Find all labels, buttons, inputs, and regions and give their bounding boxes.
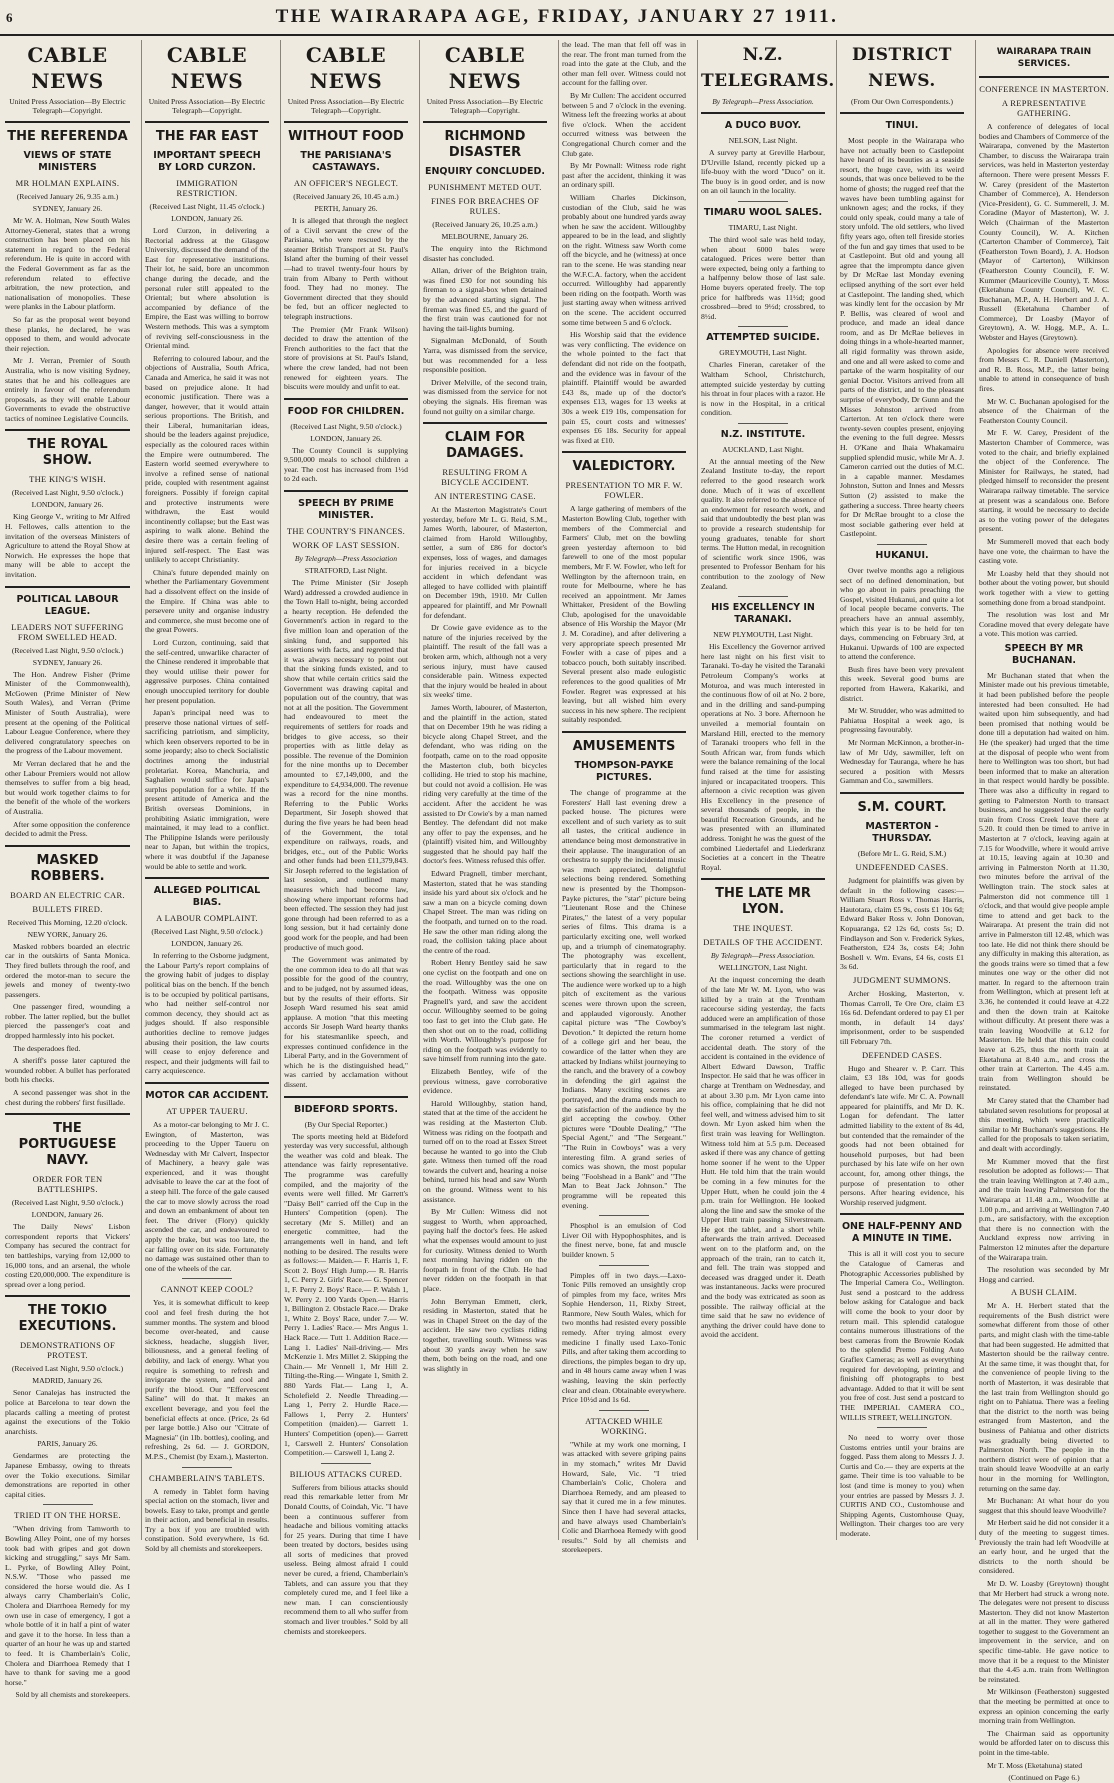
association-note: United Press Association—By Electric Telegraph—Copyright.	[148, 97, 266, 115]
dateline: WELLINGTON, Last Night.	[718, 963, 808, 973]
column-banner: N.Z. TELEGRAMS.	[701, 45, 835, 91]
correspondents-note: (From Our Own Correspondents.)	[850, 97, 954, 106]
divider	[877, 1427, 927, 1428]
received-note: (Received January 26, 10.25 a.m.)	[432, 220, 538, 229]
subheading: A LABOUR COMPLAINT.	[156, 913, 258, 924]
article-paragraph: Mr Buchanan stated that when the Minister made out his previous timetable, it had been published before the people interested had been consulted. He had waited upon him subsequently, and had been promised that nothing would be done till a deputation had waited on him. He (the speaker) had urged that the time at the disposal of people who went from here to Wellington was too short, but had been informed that to make an alteration in that respect would hardly be possible. There was also a difficulty in regard to getting to Palmerston North to transact business, and he suggested that the early train from Cross Creek leave there at 5.20. It could then be timed to arrive in Masterton at 7 o'clock, leaving again at 7.15 for Woodville, where it would arrive at 10.15, leaving again at 10.30 and arriving in Palmerston North at 11.30, two minutes before the arrival of the Wellington train. The stock sales at Palmerston did not commence till 1 o'clock, and that would give people ample time to attend and get back to the Wairarapa. At present the train did not arrive in Palmerston till 12.48, which was too late. He did not think there should be any difficulty in making this alteration, as the goods trains were so timed that a few minutes one way or the other did not matter. In regard to the afternoon train from Wellington, which at present left at 3.36, he contended it could leave at 4.22 and then the down train at Kaitoke without difficulty. At present there was a train leaving Woodville at 6.12 for Masterton. He held that this train could leave at 6.25, thus the north train at Eketahuna at 8.40 a.m., and cross the other train at Carterton. The 4.45 a.m. train from Wellington should be reinstated.	[979, 670, 1109, 1093]
divider	[423, 422, 547, 424]
article-paragraph: The third wool sale was held today, when about 6000 bales were catalogued. Prices were better than were expected, being only a farthing to a halfpenny below those of last sale. Home buyers operated freely. The top price for halfbreds was 11½d; good crossbred—bred to 9½d; crossbred, to 8½d.	[701, 234, 825, 321]
subheadline: MASTERTON - THURSDAY.	[865, 821, 939, 844]
article-paragraph: His Excellency the Governor arrived here last night on his first visit to Taranaki. To-day he visited the Taranaki Petroleum Company's works at Moturoa, and was much interested in the continuous flow of oil at No. 2 bore, and in the drilling and sand-pumping operations at No. 3 bore. Afternoon he unveiled a memorial fountain on Marsland Hill, erected to the memory of Taranaki troopers who fell in the South African war, from funds which were the balance remaining of the local fund raised at the time for assisting injured or incapacitated troopers. This afternoon a civic reception was given His Excellency in the presence of several thousands of people, in the beautiful Recreation Grounds, and he was presented with an illuminated address. Tonight he was the guest of the combined Liedertafel and Liederkranz Societies at a concert in the Theatre Royal.	[701, 642, 825, 872]
divider	[840, 792, 964, 794]
article-paragraph: The Premier (Mr Frank Wilson) decided to draw the attention of the French authorities to the fact that the store of provisions at St. Paul's Island, where the crew landed, had not been renewed for eighteen years. The biscuits were mouldy and unfit to eat.	[284, 324, 408, 392]
subheadline: ENQUIRY CONCLUDED.	[424, 166, 546, 177]
headline: TINUI.	[885, 120, 919, 131]
article-paragraph: Elizabeth Bentley, wife of the previous witness, gave corroborative evidence.	[423, 1066, 547, 1096]
article-paragraph: Signalman McDonald, of South Yarra, was dismissed from the service, but was recommended for a less responsible position.	[423, 336, 547, 375]
article-paragraph: Allan, driver of the Brighton train, was fined £30 for not sounding his fireman to a signal-box when detained by the advanced starting signal. The fireman was fined £5, and the guard of the first train was cautioned for not having the tail-lights burning.	[423, 266, 547, 333]
article-paragraph: Mr A. H. Herbert stated that the requirements of the Bush district were somewhat different from those of other parts, and might clash with the time-table that had been suggested. He admitted that Masterton should be the railway centre. At the same time, it was thought that, for the convenience of people living to the north of Masterton, it was desirable that the last train from Wellington should go right on to Pahiatua. There was a feeling that the district to the north was being estranged from Masterton, and the business of Pahiatua and other districts was gradually being diverted to Palmerston North. The people in the northern district were of opinion that a train should leave Woodville at an early hour in the morning for Wellington, returning on the same day.	[979, 1301, 1109, 1493]
divider	[321, 1463, 371, 1464]
article-paragraph: King George V., writing to Mr Alfred H. Fellowes, calls attention to the invitation of the overseas Ministers of Agriculture to attend the Royal Show at Norwich. He expresses the hope that many will be able to accept the invitation.	[5, 512, 130, 580]
column-banner: CABLE NEWS	[444, 43, 526, 93]
divider	[701, 878, 825, 880]
subheading: DEFENDED CASES.	[861, 1049, 943, 1060]
divider	[738, 423, 788, 424]
subheading: A BUSH CLAIM.	[1010, 1287, 1077, 1298]
dateline: NEW YORK, January 26.	[27, 929, 108, 939]
dateline: LONDON, January 26.	[310, 433, 382, 443]
divider	[877, 544, 927, 545]
byline: By Telegraph—Press Association.	[710, 951, 816, 961]
headline: TIMARU WOOL SALES.	[703, 206, 823, 218]
article-paragraph: Mr Carey stated that the Chamber had tabulated seven resolutions for proposal at this meeting, which were practically similar to Mr Buchanan's suggestions. He called for the proposals to taken seriatim, and dealt with accordingly.	[979, 1096, 1110, 1153]
received-note: (Received Last Night, 9.50 o'clock.)	[151, 927, 263, 937]
masthead	[0, 0, 1114, 36]
dateline: LONDON, January 26.	[171, 939, 243, 949]
article-paragraph: John Berryman Emmett, clerk, residing in Masterton, stated that he was in Chapel Street on the day of the accident. He saw two cyclists riding together, travelling south. Witness was about 30 yards away when he saw them, both being on the road, and one was slightly in	[423, 1296, 547, 1373]
dateline: PERTH, January 26.	[314, 204, 378, 213]
column-2	[141, 40, 272, 1554]
article-paragraph: Lord Curzon, in delivering a Rectorial address at the Glasgow University, discussed the demand of the East for representative institutions. Their lot, he said, bore an uncommon change during the decade, and the personal ruler still appealed to the Oriental; but where absolution is accompanied by defiance of the Empire, the East was willing to borrow Western methods. This was a symptom of reviving self-consciousness in the Oriental mind.	[145, 226, 269, 351]
article-paragraph: Charles Fineran, caretaker of the Waltham School, Christchurch, attempted suicide yesterday by cutting his throat in four places with a razor. He is now in the Hospital, in a critical condition.	[701, 360, 825, 418]
divider	[5, 845, 130, 847]
article-paragraph: Mr Kummer moved that the first resolution be adopted as follows:— That the train leaving Wellington at 7.40 a.m., and the train leaving Palmerston for the Wairarapa at 11.48 a.m., Woodville at 1.00 p.m., and arriving at Wellington 7.40 p.m., are satisfactory, with the exception that there is no connection with the Auckland express now arriving in Palmerston 12 minutes after the departure of the Wairarapa train.	[979, 1156, 1109, 1262]
headline: THE REFERENDA	[7, 129, 128, 144]
divider	[599, 1215, 649, 1216]
association-note: United Press Association—By Electric Telegraph—Copyright.	[287, 97, 405, 115]
dateline: MADRID, January 26.	[32, 1376, 103, 1386]
subheading: THE KING'S WISH.	[29, 474, 106, 485]
article-paragraph: A conference of delegates of local bodies and Chambers of Commerce of the Wairarapa, convened by the Masterton Chamber, to discuss the Wairarapa train services, was held in Masterton yesterday afternoon. There were present Messrs F. W. Carey (president of the Masterton Chamber of Commerce), A. Henderson (Vice-President), G. C. Summerell, J. M. Coradine (Mayor of Masterton), W. J. Welch (Chairman of the Masterton County Council), W. A. Kitchen (Carterton Chamber of Commerce), Tait (Featherston Town Board), J. A. Hodson (Mayor of Carterton), Wilkinson (Featherston County Council), F. W. Kummer (Mauriceville County), T. Moss (Eketahuna County Council), W. C. Buchanan, M.P., A. H. Herbert and J. A. Russell (Eketahuna Chamber of Commerce), Dr Loasby (Mayor of Greytown), A. W. Hogg, M.P., A. L. Webster and Hayes (Greytown).	[979, 122, 1109, 343]
received-note: Received This Morning, 12.20 o'clock.	[7, 917, 128, 927]
dateline: MELBOURNE, January 26.	[441, 232, 529, 241]
article-paragraph: As a motor-car belonging to Mr J. C. Ewington, of Masterton, was proceeding to the Upper Taueru on Wednesday with Mr Calvert, Inspector of Machinery, a heavy gale was experienced, and it was thought advisable to leave the car at the foot of a steep hill. The force of the gale caused the car to move slowly across the road and down an embankment of about ten feet. The driver (Flory) quickly ascended the car, and endeavoured to apply the brake, but was too late, the car falling over on its side. Fortunately no damage was sustained other than to one of the wheels of the car.	[145, 1119, 269, 1273]
advert-text: No need to worry over those Customs entries until your brains are fogged. Pass them along to Messrs J. J. Curtis and Co.— they are experts at the game. Their time is too valuable to be lost (and time is money to you) when your entries are passed by Messrs J. J. CURTIS AND CO., Customhouse and Shipping Agents, Customhouse Quay, Wellington. Their charges too are very moderate.	[840, 1433, 964, 1539]
subheadline: IMPORTANT SPEECH BY LORD CURZON.	[153, 150, 261, 173]
advert-heading: ATTACKED WHILE WORKING.	[585, 1415, 663, 1436]
headline: MOTOR CAR ACCIDENT.	[145, 1089, 269, 1101]
subheading: PUNISHMENT METED OUT.	[428, 182, 542, 192]
page-number: 6	[6, 10, 13, 25]
divider	[284, 121, 408, 123]
advert-signature: Sold by all chemists and storekeepers.	[15, 1690, 130, 1700]
subheading: THE COUNTRY'S FINANCES.	[286, 526, 406, 537]
advert-text: This is all it will cost you to secure the Catalogue of Cameras and Photographic Accessories published by The Imperial Camera Co., Wellington. Just send a postcard to the address below asking for Catalogue and back will come the book to your door by return mail. This splendid catalogue contains numerous illustrations of the best cameras from the Brownie Kodak to the splendid Premo Folding Auto Graflex Cameras; as well as everything required for developing, printing and finishing off photographs to best advantage. Added to that it will be sent you free of cost. Just send a postcard to THE IMPERIAL CAMERA CO., WILLIS STREET, WELLINGTON.	[840, 1249, 964, 1422]
divider	[738, 201, 788, 202]
subheadline: VIEWS OF STATE MINISTERS	[23, 150, 112, 173]
article-paragraph: A second passenger was shot in the chest during the robbers' first fusillade.	[5, 1088, 130, 1107]
advert-text: Phosphol is an emulsion of Cod Liver Oil with Hypophosphites, and is the finest nerve, bone, fat and muscle builder known. 5	[562, 1221, 686, 1259]
divider	[43, 1504, 93, 1505]
advert-heading: TRIED IT ON THE HORSE.	[14, 1510, 121, 1521]
article-paragraph: Lord Curzon, continuing, said that the self-centred, unwarlike character of the Chinese rendered it improbable that they would utilise their power for aggressive purposes. China contained enough unoccupied territory for double her present population.	[145, 637, 269, 705]
divider	[840, 1213, 964, 1215]
subheading: CONFERENCE IN MASTERTON.	[979, 84, 1109, 94]
subheading: UNDEFENDED CASES.	[855, 862, 949, 872]
article-paragraph: Archer Hosking, Masterton, v. Thomas Carroll, Te Ore Ore, claim £3 16s 6d. Defendant ordered to pay £1 per month, in default 14 days' imprisonment, order to be suspended till February 7th.	[840, 988, 964, 1046]
article-paragraph: Mr Norman McKinnon, a brother-in-law of Mr Udy, sawmiller, left on Wednesday for Tauranga, where he has secured a position with Messrs Gamman and Co., sawmillers.	[840, 738, 964, 786]
association-note: United Press Association—By Electric Telegraph—Copyright.	[9, 97, 126, 115]
headline: RICHMOND DISASTER	[444, 129, 526, 160]
article-paragraph: The enquiry into the Richmond disaster has concluded.	[423, 244, 547, 263]
article-paragraph: Dr Cowie gave evidence as to the nature of the injuries received by the plaintiff. The result of the fall was a broken arm, which, although not a very serious injury, must have caused considerable pain. Witness expected that the injury would be healed in about six weeks' time.	[423, 623, 547, 700]
article-paragraph: Mr T. Moss (Eketahuna) stated	[987, 1760, 1083, 1770]
received-note: (Received Last Night, 9.50 o'clock.)	[11, 645, 124, 655]
article-paragraph: After some opposition the conference decided to admit the Press.	[5, 819, 130, 839]
advert-text: "While at my work one morning, I was attacked with severe griping pains in my stomach," writes Mr David Howard, Sale, Vic. "I tried Chamberlain's Colic, Cholera and Diarrhoea Remedy, and am pleased to say that it cured me in a few minutes. Since then I have had several attacks, and have always used Chamberlain's Colic and Diarrhoea Remedy with good results." Sold by all chemists and storekeepers.	[562, 1439, 686, 1555]
divider	[979, 76, 1109, 78]
article-paragraph: The County Council is supplying 9,500,000 meals to school children a year. The cost has increased from 1½d to 2d each.	[284, 445, 408, 484]
article-paragraph: James Worth, labourer, of Masterton, and the plaintiff in the action, stated that on December 19th he was riding a bicycle along Chapel Street, and the defendant, who was riding on the footpath, came on to the road opposite the Masterton club, both bicycles colliding. He tried to stop his machine, but could not avoid a collision. He was riding very carefully at the time of the accident. After the accident he was assisted to Dr Cowie's by a man named Bentley. The defendant did not make any offer to pay the expenses, and he (plaintiff) visited him, and Willoughby suggested that he should pay half the doctor's fees. Witness refused this offer.	[423, 702, 547, 866]
dateline: LONDON, January 26.	[31, 500, 104, 510]
dateline: SYDNEY, January 26.	[32, 657, 103, 667]
masthead-title: THE WAIRARAPA AGE, FRIDAY, JANUARY 27 1911.	[275, 6, 839, 27]
article-paragraph: Mr Herbert said he did not consider it a duty of the meeting to suggest times. Previously the train had left Woodville at an early hour, and he urged that the districts to the north should be considered.	[979, 1518, 1109, 1576]
column-1	[2, 40, 133, 1700]
subheading: ORDER FOR TEN BATTLESHIPS.	[32, 1174, 103, 1195]
subheading: RESULTING FROM A BICYCLE ACCIDENT.	[441, 467, 529, 488]
article-paragraph: Masked robbers boarded an electric car in the outskirts of Santa Monica. They fired bullets through the roof, and ordered the motor-man to secure the jewels and money of twenty-two passengers.	[5, 941, 130, 999]
dateline: PARIS, January 26.	[37, 1439, 98, 1449]
divider	[599, 1410, 649, 1411]
article-paragraph: It is alleged that through the neglect of a Civil servant the crew of the Parisiana, who were rescued by the steamer British Transport at St. Paul's Island after the burning of their vessel—had to travel twenty-four hours by train from Albany to Perth without food. They had no money. The Government directed that they should be fed, but an officer neglected to telegraph instructions.	[284, 216, 408, 321]
article-paragraph: By Mr Cullen: Witness did not suggest to Worth, when approached, paying half the doctor's fees. He asked what the expenses would amount to just for curiosity. Witness denied to Worth next morning having ridden on the footpath in front of the Club. He had never ridden on the footpath in that place.	[423, 1207, 547, 1293]
headline: HIS EXCELLENCY IN TARANAKI.	[711, 602, 815, 626]
column-7	[836, 40, 967, 1540]
article-paragraph: Driver Melville, of the second train, was dismissed from the service for not obeying the signals. His fireman was found not guilty on a similar charge.	[423, 377, 547, 416]
advert-heading: ONE HALF-PENNY AND A MINUTE IN TIME.	[841, 1221, 963, 1245]
article-paragraph: The resolution was lost and Mr Coradine moved that every delegate have a vote. This motion was carried.	[979, 610, 1109, 639]
dateline: NEW PLYMOUTH, Last Night.	[713, 630, 813, 640]
article-paragraph: By Mr Pownall: Witness rode right past after the accident, thinking it was an ordinary spill.	[562, 161, 686, 190]
headline: FOOD FOR CHILDREN.	[287, 405, 405, 417]
article-paragraph: At the Masterton Magistrate's Court yesterday, before Mr L. G. Reid, S.M., James Worth, labourer, of Masterton, claimed from Harold Willoughby, settler, a sum of £86 for doctor's expenses, loss of wages, and damages for injuries received in a bicycle accident in which defendant was alleged to have collided with plaintiff on December 19th, 1910. Mr Cullen appeared for plaintiff, and Mr Pownall for defendant.	[423, 505, 547, 620]
divider	[562, 451, 686, 453]
article-paragraph: The Prime Minister (Sir Joseph Ward) addressed a crowded audience in the Town Hall to-night, being accorded a hearty reception. He defended the Government's action in regard to the five million loan and operation of the sinking fund, and supported his assertions with facts, and regretted that it was always necessary to point out that the sinking funds existed, and to show that while certain critics said the Government was drawing capital and population out of the country, that was not at all the position. The Government had endeavoured to meet the requirements of settlers for roads and bridges to give access, so their properties with as little delay as possible. The revenue of the Dominion for the nine months up to December amounted to £7,149,000, and the expenditure to £4,934,000. The revenue was a record for the nine months. Referring to the Public Works Department, Sir Joseph showed that during the five years he had been head of the Government, the total expenditure on railways, roads, and bridges, etc., out of the Public Works and other funds had been £11,379,843. Sir Joseph referred to the legislation of last session, and outlined many measures which had become law, showing where important reforms had been effected. The session they had just gone through had been referred to as a long session, but it had certainly done good work for the people, and had been productive of much good.	[284, 578, 408, 952]
divider	[5, 1113, 130, 1115]
article-paragraph: Robert Henry Bentley said he saw one cyclist on the footpath and one on the road. Willoughby was the one on the footpath. Witness was opposite Pragnell's yard, and saw the accident occur. Willoughby seemed to be going too fast to get into the Club gate. He then shot out on to the road, colliding with Worth. Willoughby's purpose for riding on the footpath was evidently to save himself from running into the gate.	[423, 958, 547, 1064]
article-paragraph: Most people in the Wairarapa who have not actually been to Castlepoint have heard of its beauties as a seaside resort, the huge cave, with its weird sounds, that was once believed to be the home of ghosts; the rugged reef that the waves have been tumbling against for unknown ages; and the rocks, if they could only speak, could many a tale of story unfold. The old settlers, who lived fifty years ago, often tell fireside stories of the fun and gay times that used to be at Castlepoint. But old and young all agree that the impromptu dance given by Dr McRae last Monday evening eclipsed anything of the sort ever held at Castlepoint. The landing shed, which was kindly lent for the occasion by Mr P. Bellis, was cleared of wool and produce, and made an ideal dance room, and as Dr McRae believes in doing things in a whole-hearted manner, all rigid formality was thrown aside, and one and all were asked to come and partake of the warm hospitality of our genial Doctor. Visitors arrived from all parts of the district, and to the pleasant surprise of everybody, Dr Gunn and the Misses Johnston arrived from Carterton. At ten o'clock there were twenty-seven couples present, enjoying the evening to the full degree. Messrs H. O'Kane and Ihaia Whakamairu supplied splendid music, while Mr A. J. Cameron carried out the duties of M.C. in a capable manner. Mesdames Johnston, Sutton and Innes and Messrs Sutton (2) assisted to make the gathering a success. Three hearty cheers for Dr McRae brought to a close the most sociable gathering ever held at Castlepoint.	[840, 136, 964, 539]
divider	[145, 121, 269, 123]
headline: WITHOUT FOOD	[288, 129, 404, 144]
column-banner: WAIRARAPA TRAIN SERVICES.	[996, 47, 1092, 69]
article-paragraph: A survey party at Greville Harbour, D'Urville Island, recently picked up a life-buoy with the word "Duco" on it. The buoy is in good order, and is now on an oil launch in the locality.	[701, 148, 825, 196]
article-paragraph: Judgment for plaintiffs was given by default in the following cases:— William Stuart Ross v. Thomas Harris, Hautotara, claim £5 9s, costs £1 10s 6d; Edward Baker Ross v. John Donovan, Kopuaranga, £2 12s 6d, costs 5s; D. Findlayson and Son v. Frederick Sykes, Featherston, £24 3s, costs £4; John Boshell v. Wm. Evans, £4 6s, costs £1 3s 6d.	[840, 876, 964, 972]
subheading: THE INQUEST.	[732, 923, 794, 934]
headline: BIDEFORD SPORTS.	[294, 1103, 398, 1115]
divider	[5, 121, 130, 123]
divider	[284, 490, 408, 492]
article-paragraph: The change of programme at the Foresters' Hall last evening drew a packed house. The pictures were excellent and of such variety as to suit all tastes, the critical audience in attendance being most demonstrative in their applause. The inauguration of an orchestra to supply the incidental music was much appreciated, delightful selections being rendered. Something new is presented by the Thompson-Payke pictures, the "star" picture being "Lieutenant Rose and the Chinese Pirates," the latest of a very popular series of films. This drama is a particularly exciting one, well worked up, and a triumph of cinematography. The photography was excellent, particularly that in regard to the sections showing the searchlight in use. The audience were worked up to a high pitch of excitement as the various scenes were thrown upon the screen, and applauded vigorously. Another capital picture was "The Cowboy's Devotion." It depicted the return home of a college girl and her beau, the cowardice of the latter when they are attacked by Indians whilst journeying to the ranch, and the bravery of a cowboy in defending the girl against the Indians. Many exciting scenes are portrayed, and the drama ends much to the satisfaction of the audience by the girl accepting the cowboy. Other pictures were "Double Dealing," "The Special Agent," and "The Sergeant." "The Ruin in Cowboys" was a very interesting film. A grand series of comics was shown, the most popular being "Foolshead in a Bank" and "The Man to Beat Jack Johnson." The programme will be repeated this evening.	[562, 788, 686, 1210]
article-paragraph: A large gathering of members of the Masterton Bowling Club, together with members of the Commercial and Farmers' Club, met on the bowling green yesterday afternoon to bid farewell to one of the most popular members, Mr F. W. Fowler, who left for Wellington by the afternoon train, en route for Melbourne, where he has received an appointment. Mr James Whittaker, President of the Bowling Club, apologised for the unavoidable absence of His Worship the Mayor (Mr J. M. Coradine), and after delivering a very appropriate speech presented Mr Fowler with a case of pipes and a tobacco pouch, both suitably inscribed. Several present also made eulogistic references to the good qualities of Mr Fowler. Regret was expressed at his leaving, but all wished him every success in his new sphere. The recipient suitably responded.	[562, 504, 686, 725]
dateline: GREYMOUTH, Last Night.	[719, 348, 807, 358]
article-paragraph: A sheriff's posse later captured the wounded robber. A bullet has perforated both his checks.	[5, 1056, 130, 1085]
headline: AMUSEMENTS	[572, 739, 676, 754]
advert-heading: BILIOUS ATTACKS CURED.	[289, 1468, 403, 1479]
column-3	[280, 40, 411, 1636]
article-paragraph: The Hon. Andrew Fisher (Prime Minister of the Commonwealth), McGowen (Prime Minister of New South Wales), and Verran (Prime Minister of South Australia), were present at the opening of the Political Labour League Conference, where they delivered congratulatory speeches on the progress of the Labour movement.	[5, 669, 130, 756]
subheading: AT UPPER TAUERU.	[166, 1105, 248, 1116]
divider	[599, 1265, 649, 1266]
dateline: NELSON, Last Night.	[728, 136, 798, 145]
divider	[738, 326, 788, 327]
subheading: AN OFFICER'S NEGLECT.	[293, 178, 399, 188]
association-note: United Press Association—By Electric Telegraph—Copyright.	[426, 97, 544, 115]
article-paragraph: Mr Wilkinson (Featherston) suggested that the meeting be permitted at once to express an opinion concerning the early morning train from Wellington.	[979, 1687, 1109, 1726]
divider	[562, 731, 686, 733]
received-note: (Received Last Night, 11.45 o'clock.)	[149, 202, 265, 211]
article-paragraph: At the annual meeting of the New Zealand Institute to-day, the report referred to the good research work done. Much of it was of excellent quality. It also referred to the absence of an endowment for research work, and said that undoubtedly the best plan was to provide a research studentship for young graduates, tenable for short terms. The Hutton medal, in recognition of scientific work since 1906, was presented to Professor Benham for his contribution to the zoology of New Zealand.	[701, 456, 825, 591]
advert-heading: CANNOT KEEP COOL?	[160, 1284, 254, 1295]
headline: SPEECH BY PRIME MINISTER.	[298, 498, 394, 522]
column-banner: CABLE NEWS	[305, 43, 387, 93]
dateline: STRATFORD, Last Night.	[304, 566, 388, 576]
article-paragraph: The Chairman said as opportunity would be afforded later on to discuss this point in the time-table.	[979, 1728, 1109, 1757]
advert-text: "When driving from Tamworth to Bowling Alley Point, one of my horses took bad with gripes and got down kicking and struggling," says Mr Sam. L. Pyrke, of Bowling Alley Point, N.S.W. "Those who passed me considered the horse would die. As I always carry Chamberlain's Colic, Cholera and Diarrhoea Remedy for my own use in case of emergency, I got a whole bottle of it in half a pint of water and gave it to the horse. In less than a quarter of an hour he was up and started to feed. It is Chamberlain's Colic, Cholera and Diarrhoea Remedy that I have to thank for saving me a good horse."	[5, 1524, 130, 1687]
headline: N.Z. INSTITUTE.	[720, 428, 806, 440]
byline: By Telegraph—Press Association	[294, 554, 398, 564]
dateline: AUCKLAND, Last Night.	[722, 444, 804, 454]
article-paragraph: the lead. The man that fell off was in the rear. The front man turned from the road into the gate at the Club, and the other man fell over. Witness could not account for the falling over.	[562, 40, 686, 88]
article-paragraph: The resolution was seconded by Mr Hogg and carried.	[979, 1265, 1109, 1284]
headline: S.M. COURT.	[857, 800, 947, 815]
article-paragraph: Mr J. Verran, Premier of South Australia, who is now visiting Sydney, states that he and his colleagues are entirely in favour of the referendum proposals, as they will enable Labour Governments to evade the obstructive tactics of nominee Legislative Councils.	[5, 356, 130, 423]
subheadline: THOMPSON-PAYKE PICTURES.	[574, 760, 674, 783]
headline: POLITICAL LABOUR LEAGUE.	[16, 593, 119, 617]
subheading: IMMIGRATION RESTRICTION.	[176, 178, 238, 198]
article-paragraph: Edward Pragnell, timber merchant, Masterton, stated that he was standing inside his yard about six o'clock and he saw a man on a bicycle coming down Chapel Street. The man was riding on the footpath, and turned on to the road. He saw the other man riding along the road, the collision taking place about the centre of the road.	[423, 869, 547, 955]
divider	[182, 1278, 232, 1279]
article-paragraph: Senor Canalejas has instructed the police at Barcelona to tear down the placards calling a meeting of protest against the executions of the Tokio anarchists.	[5, 1388, 130, 1436]
dateline: LONDON, January 26.	[171, 214, 243, 223]
advert-text: Pimples off in two days.—Laxo-Tonic Pills removed an unsightly crop of pimples from my face, writes Mrs Sophie Henderson, 11, Rixby Street, Ranmore, New South Wales, which for two months had resisted every possible remedy. After trying almost every medicine I finally used Laxo-Tonic Pills, and after taking them according to directions, the pimples began to dry up, and in 48 hours came away when I was washing, leaving the skin perfectly clear and clean. Obtainable everywhere. Price 10½d and 1s 6d.	[562, 1270, 686, 1405]
article-paragraph: Referring to coloured labour, and the objections of Australia, South Africa, Canada and America, he said it was not based on prejudice alone. It had economic justification. There was a danger, however, that it would attain serious proportions. The British, and their Liberal, humanitarian ideas, should be the leaders against prejudice, especially as the coloured races within the Empire were outnumbered. The Eastern world seemed everywhere to involve a refined sense of national pride, coupled with resentment against foreigners. Possibly if foreign capital and protective instruments were withdrawn, the East would incontinently collapse; but the East was aspiring to walk alone. Behind the desire there was a certain feeling of injured self-respect. The East was unlikely to accept Christianity.	[145, 353, 269, 565]
dateline: LONDON, January 26.	[31, 1210, 104, 1220]
divider	[145, 1082, 269, 1084]
article-paragraph: Mr Loasby held that they should not bother about the voting power, but should work together with a view to getting something done from a broad standpoint.	[979, 568, 1109, 607]
article-paragraph: Gendarmes are protecting the Japanese Embassy, owing to threats over the Tokio executions. Similar demonstrations are reported in other capital cities.	[5, 1451, 130, 1499]
subheading: PRESENTATION TO MR F. W. FOWLER.	[565, 480, 683, 501]
divider	[145, 877, 269, 879]
subheading: BOARD AN ELECTRIC CAR.	[10, 889, 125, 900]
headline: THE FAR EAST	[155, 129, 259, 144]
subheading: A REPRESENTATIVE GATHERING.	[1001, 98, 1087, 118]
divider	[284, 1096, 408, 1098]
headline: CLAIM FOR DAMAGES.	[444, 430, 526, 462]
divider	[5, 1295, 130, 1297]
article-paragraph: Harold Willoughby, station hand, stated that at the time of the accident he was residing at the Masterton Club. Witness was riding on the footpath and turned off on to the road at Essex Street because he wanted to go into the Club gate. Witness then turned off the road towards the culvert and, hearing a noise behind, turned his head and saw Worth on the ground. Witness went to his assistance.	[423, 1098, 547, 1204]
advert-text: A remedy in Tablet form having special action on the stomach, liver and bowels. Easy to take, prompt and gentle in their action, and beneficial in results. Try a box if you are troubled with constipation. Sold everywhere, 1s 6d. Sold by all chemists and storekeepers.	[145, 1486, 269, 1554]
headline: MASKED ROBBERS.	[30, 852, 105, 884]
headline: HUKANUI.	[875, 549, 929, 561]
article-paragraph: One passenger fired, wounding a robber. The latter replied, but the bullet pierced the passenger's coat and dropped harmlessly into his pocket.	[5, 1002, 130, 1041]
subheading: BULLETS FIRED.	[32, 903, 103, 914]
divider	[182, 1467, 232, 1468]
column-banner: DISTRICT NEWS.	[852, 45, 952, 91]
received-note: (Received January 26, 9.35 a.m.)	[16, 192, 119, 201]
article-paragraph: His Worship said that the evidence was very conflicting. The evidence on the whole pointed to the fact that defendant did not ride on the footpath, and the evidence was in favour of the plaintiff. Plaintiff would be awarded £43 8s, made up of the doctor's expenses £13, wages for 13 weeks at 30s a week £19 10s, compensation for pain £5, court costs and witnesses' expenses £6 18s. Security for appeal was fixed at £10.	[562, 330, 686, 445]
article-paragraph: William Charles Dickinson, custodian of the Club, said he was probably about one hundred yards away when he saw the accident. Willoughby appeared to be in the lead, and slightly on the right. Witness saw Worth come off the bicycle, and he (witness) at once ran to the scene. He was standing near the W.F.C.A. factory, when the accident occurred. Willoughby had apparently been riding on the footpath. Worth was just starting away when witness arrived on the scene. The accident occurred some time between 5 and 6 o'clock.	[562, 192, 686, 327]
article-paragraph: So far as the proposal went beyond these planks, he declared, he was opposed to them, and would advocate their rejection.	[5, 314, 130, 353]
article-paragraph: Over twelve months ago a religious sect of no defined denomination, but who go about in pairs preaching the Gospel, visited Hukanui, and quite a lot of local people became converts. The preachers have an annual assembly, which this year is to be held for ten days, commencing on February 3rd, at Hukanui. Upwards of 100 are expected to attend the conference.	[840, 565, 964, 662]
subheadline: SPEECH BY MR BUCHANAN.	[1004, 642, 1084, 666]
dateline: TIMARU, Last Night.	[728, 222, 798, 232]
divider	[284, 398, 408, 400]
column-6	[697, 40, 835, 1540]
advert-text: Yes, it is somewhat difficult to keep cool and feel fresh during the hot summer months. The system and blood become over-heated, and cause sickness, headache, sluggish liver, biliousness, and a general feeling of debility, and lack of energy. What you require is something to refresh and invigorate the system, and cool and purify the blood. Our "Effervescent Saline" will do that. It makes an excellent beverage, and you feel the beneficial effects at once. (Price, 2s 6d per large bottle.) Also our "Citrate of Magnesia" (in 1lb. bottles), cooling, and refreshing, 2s 6d. — J. GORDON, M.P.S., Chemist (by Exam.), Masterton.	[145, 1298, 269, 1461]
divider	[5, 429, 130, 431]
article-paragraph: The Daily News' Lisbon correspondent reports that Vickers' Company has secured the contract for ten battleships, varying from 12,000 to 16,000 tons, and an arsenal, the whole costing £20,000,000. The expenditure is spread over a long period.	[5, 1222, 130, 1289]
article-paragraph: By Mr Cullen: The accident occurred between 5 and 7 o'clock in the evening. Witness left the freezing works at about five o'clock. When the accident occurred witness was between the Congregational Church corner and the Club gate.	[562, 90, 686, 158]
subheading: WORK OF LAST SESSION.	[292, 540, 400, 551]
article-paragraph: Mr Verran declared that he and the other Labour Premiers would not allow themselves to suffer from a big head, but would work together claims to for the benefit of the whole of the workers of Australia.	[5, 758, 130, 816]
article-paragraph: Mr W. Strudder, who was admitted to Pahiatua Hospital a week ago, is progressing favourably.	[840, 706, 964, 735]
article-paragraph: Mr F. W. Carey, President of the Masterton Chamber of Commerce, was voted to the chair, and briefly explained the object of the Conference. The Minister for Railways, he stated, had pledged himself to reconsider the present Wairarapa railway timetable. The service at present was a scandalous one. Before starting, it would be necessary to decide as to the voting power of the delegates present.	[979, 428, 1109, 534]
subheading: MR HOLMAN EXPLAINS.	[15, 178, 120, 188]
headline: A DUCO BUOY.	[724, 120, 802, 131]
headline: THE TOKIO EXECUTIONS.	[18, 1303, 117, 1335]
court-note: (Before Mr L. G. Reid, S.M.)	[857, 849, 947, 858]
article-paragraph: Apologies for absence were received from Messrs C. R. Daniell (Masterton), and R. B. Ross, M.P., the latter being unable to attend in consequence of bush fires.	[979, 345, 1109, 394]
divider	[738, 596, 788, 597]
subheading: FINES FOR BREACHES OF RULES.	[430, 196, 540, 216]
article-paragraph: The Government was animated by the one common idea to do all that was possible for the good of the country, and to be judged, not by assumed ideas, but by the results of their efforts. Sir Joseph Ward resumed his seat amid applause. A motion "that this meeting accords Sir Joseph Ward hearty thanks for his statesmanlike speech, and expresses continued confidence in the Liberal Party, and in the Government of which he is the distinguished head," was carried by acclamation without dissent.	[284, 955, 408, 1089]
subheading: LEADERS NOT SUFFERING FROM SWELLED HEAD.	[11, 621, 124, 642]
headline: ALLEGED POLITICAL BIAS.	[153, 885, 261, 909]
subheading: JUDGMENT SUMMONS.	[853, 974, 951, 985]
advert-heading: CHAMBERLAIN'S TABLETS.	[149, 1472, 265, 1483]
article-paragraph: Bush fires have been very prevalent this week. Several good burns are reported from Hawera, Kakariki, and district.	[840, 664, 964, 703]
column-8	[975, 40, 1112, 1783]
article-paragraph: The desperadoes fled.	[13, 1043, 81, 1053]
article-paragraph: At the inquest concerning the death of the late Mr W. M. Lyon, who was killed by a train at the Trentham racecourse siding yesterday, the facts adduced were an amplification of those summarised in the telegram last night. The coroner returned a verdict of accidental death. The story of the accident is contained in the evidence of Albert Edward Dawson, Traffic Inspector. He said that he was officer in charge at Trentham on Wednesday, and at about 3.30 p.m. Mr Lyon came into his office, complaining that he did not feel well, and witness advised him to sit down. Mr Lyon asked him when the first train was leaving for Wellington. Witness told him at 5.5 p.m. Deceased asked if there was any chance of getting home sooner if he went to the Upper Hutt. He told him that the train would be coming in a few minutes for the Upper Hutt, when he could join the 4 p.m. train for Wellington. He looked along the line and saw the smoke of the Upper Hutt train passing Silverstream. He got the tablet, and a short while afterwards the train arrived. Deceased went on to the platform and, on the approach of the train, ran to catch it, and fell. The train was stopped and deceased was dragged under it. Death was instantaneous. Jacks were procured and the body was extricated as soon as possible. The railway official at the time said that he saw no evidence of anything the driver could have done to avoid the accident.	[701, 975, 825, 1340]
article-paragraph: Mr W. C. Buchanan apologised for the absence of the Chairman of the Featherston County Council.	[979, 396, 1109, 425]
column-4	[419, 40, 550, 1540]
byline: (By Our Special Reporter.)	[304, 1119, 388, 1129]
subheading: DETAILS OF THE ACCIDENT.	[703, 937, 823, 948]
divider	[423, 121, 547, 123]
advert-text: Sufferers from bilious attacks should read this remarkable letter from Mr Donald Coutts, of Coindah, Vic. "I have been a continuous sufferer from headache and bilious vomiting attacks for 25 years. During that time I have been treated by doctors, besides using all sorts of medicines that proved useless. Being almost afraid I could never be cured, a friend, Chamberlain's Tablets, and can assure you that they completely cured me, and I feel like a new man. I can conscientiously recommend them to all who suffer from stomach and liver troubles." Sold by all chemists and storekeepers.	[284, 1482, 408, 1636]
article-paragraph: The sports meeting held at Bideford yesterday was very successful, although the weather was cold and bleak. The attendance was fairly representative. The programme was carefully compiled, and the majority of the events were well filled. Mr Garrett's "Daisy Bell" carried off the Cup in the Hunters' Competition (open). The secretary (Mr S. Millet) and an energetic committee, had the arrangements well in hand, and left nothing to be desired. The results were as follows:— Maiden.— F. Harris 1, F. Scott 2. Boys' High Jump.— R. Harris 1, C. Perry 2. Girls' Race.— G. Spencer 1, F. Perry 2. Boys' Race.— P. Walsh 1, W. Perry 2. 100 Yards Open.— Harris 1, Billington 2. Obstacle Race.— Drake 1, White 2. Boys' Race, under 7.— W. Perry 1. Ladies' Race.— Mrs Angus 1. Hack Race.— Tutt 1. Addition Race.— Lang 1. Ladies' Nail-driving.— Mrs McKenzie 1. Mrs Millet 2. Skipping the Chain.— Mr Vennell 1, Mr Hill 2. Tilting-the-Ring.— Wingate 1, Smith 2. 880 Yards Flat.— Lang 1, A. Scholefield 2. Needle Threading.— Lang 1, Perry 2. Hurdle Race.— Fallows 1, Perry 2. Hunters' Competition (maiden).— Garrett 1. Hunters' Competition (open).— Garrett 1, Carswell 2. Hunters' Consolation Competition.— Carswell 1, Lang 2.	[284, 1131, 408, 1458]
subheadline: THE PARISIANA'S CASTAWAYS.	[300, 150, 392, 173]
article-paragraph: Hugo and Shearer v. P. Carr. This claim, £3 18s 10d, was for goods alleged to have been purchased by defendant's late wife. Mr C. A. Pownall appeared for plaintiffs, and Mr D. K. Logan for defendant. The latter admitted liability to the extent of 8s 4d, but contended that the remainder of the goods had not been obtained for household purposes, but had been purchased by his late wife on her own account, for, among other things, the purpose of presentation to other persons. After hearing evidence, his Worship reserved judgment.	[840, 1063, 964, 1207]
article-paragraph: Mr D. W. Loasby (Greytown) thought that Mr Herbert had struck a wrong note. The delegates were not present to discuss Masterton. They did not know Masterton at all in the matter. They were gathered together to suggest to the Government an improvement in the service, and on specific time-table. He gave notice to move that it be a request to the Minister that the 4.45 a.m. train from Wellington be reinstated.	[979, 1578, 1109, 1684]
article-paragraph: Mr Buchanan: At what hour do you suggest that this should leave Woodville?	[979, 1496, 1109, 1515]
headline: ATTEMPTED SUICIDE.	[706, 332, 820, 344]
headline: THE PORTUGUESE NAVY.	[18, 1121, 117, 1169]
divider	[840, 112, 964, 114]
byline: By Telegraph—Press Association.	[712, 97, 814, 106]
received-note: (Received Last Night, 9.50 o'clock.)	[290, 421, 402, 431]
column-5	[558, 40, 689, 1555]
column-banner: CABLE NEWS	[166, 43, 248, 93]
headline: VALEDICTORY.	[572, 459, 676, 475]
received-note: (Received Last Night, 9.50 o'clock.)	[11, 1364, 124, 1374]
article-paragraph: In referring to the Osborne judgment, the Labour Party's report complains of the growing habit of judges to display political bias on the bench. If the bench is to be occupied by political partisans, who had neither self-control nor common decency, they should act as judges should. If also responsible authorities decline to remove judges abusing their position, the law courts will cease to enjoy deference and respect, and their judgments will fail to carry acquiescence.	[145, 951, 269, 1076]
continued-note: (Continued on Page 6.)	[1008, 1773, 1080, 1783]
subheading: DEMONSTRATIONS OF PROTEST.	[19, 1340, 116, 1361]
article-paragraph: Japan's principal need was to preserve those national virtues of self-sacrificing patriotism, and simplicity, which keen observers reported to be in some jeopardy; also to check Socialistic doctrines among the industrial proletariat. Korea, Manchuria, and Saghalien would suffice for Japan's surplus population for a while. If the present attitude of America and the British overseas Dominions, in prohibiting Asiatic immigration, were maintained, it may lead to a conflict. The Philippine Islands were perilously near to Japan, but within the tropics, where it was doubtful if the Japanese would be able to settle and work.	[145, 708, 269, 871]
headline: THE ROYAL SHOW.	[27, 437, 108, 469]
divider	[701, 112, 825, 114]
article-paragraph: China's future depended mainly on whether the Parliamentary Government had a dissolvent effect on the inside of the Empire. If China was able to persevere unity and organise industry and commerce, she must become one of the great Powers.	[145, 567, 269, 635]
article-paragraph: Mr Summerell moved that each body have one vote, the chairman to have the casting vote.	[979, 536, 1109, 566]
article-paragraph: Mr W. A. Holman, New South Wales Attorney-General, states that a wrong construction has been placed on his statement in regard to the Federal referendum. He is quite in accord with the Federal Government as far as the referendum related to effective arbitration, the new protection, and nationalisation of monopolies. These were planks in the Labour platform.	[5, 216, 130, 312]
received-note: (Received Last Night, 9.50 o'clock.)	[11, 1198, 124, 1208]
received-note: (Received Last Night, 9.50 o'clock.)	[11, 488, 124, 498]
received-note: (Received January 26, 10.45 a.m.)	[293, 192, 399, 201]
subheading: AN INTERESTING CASE.	[434, 491, 536, 502]
divider	[5, 586, 130, 588]
dateline: SYDNEY, January 26.	[32, 204, 103, 213]
headline: THE LATE MR LYON.	[715, 886, 811, 918]
column-banner: CABLE NEWS	[27, 43, 108, 93]
